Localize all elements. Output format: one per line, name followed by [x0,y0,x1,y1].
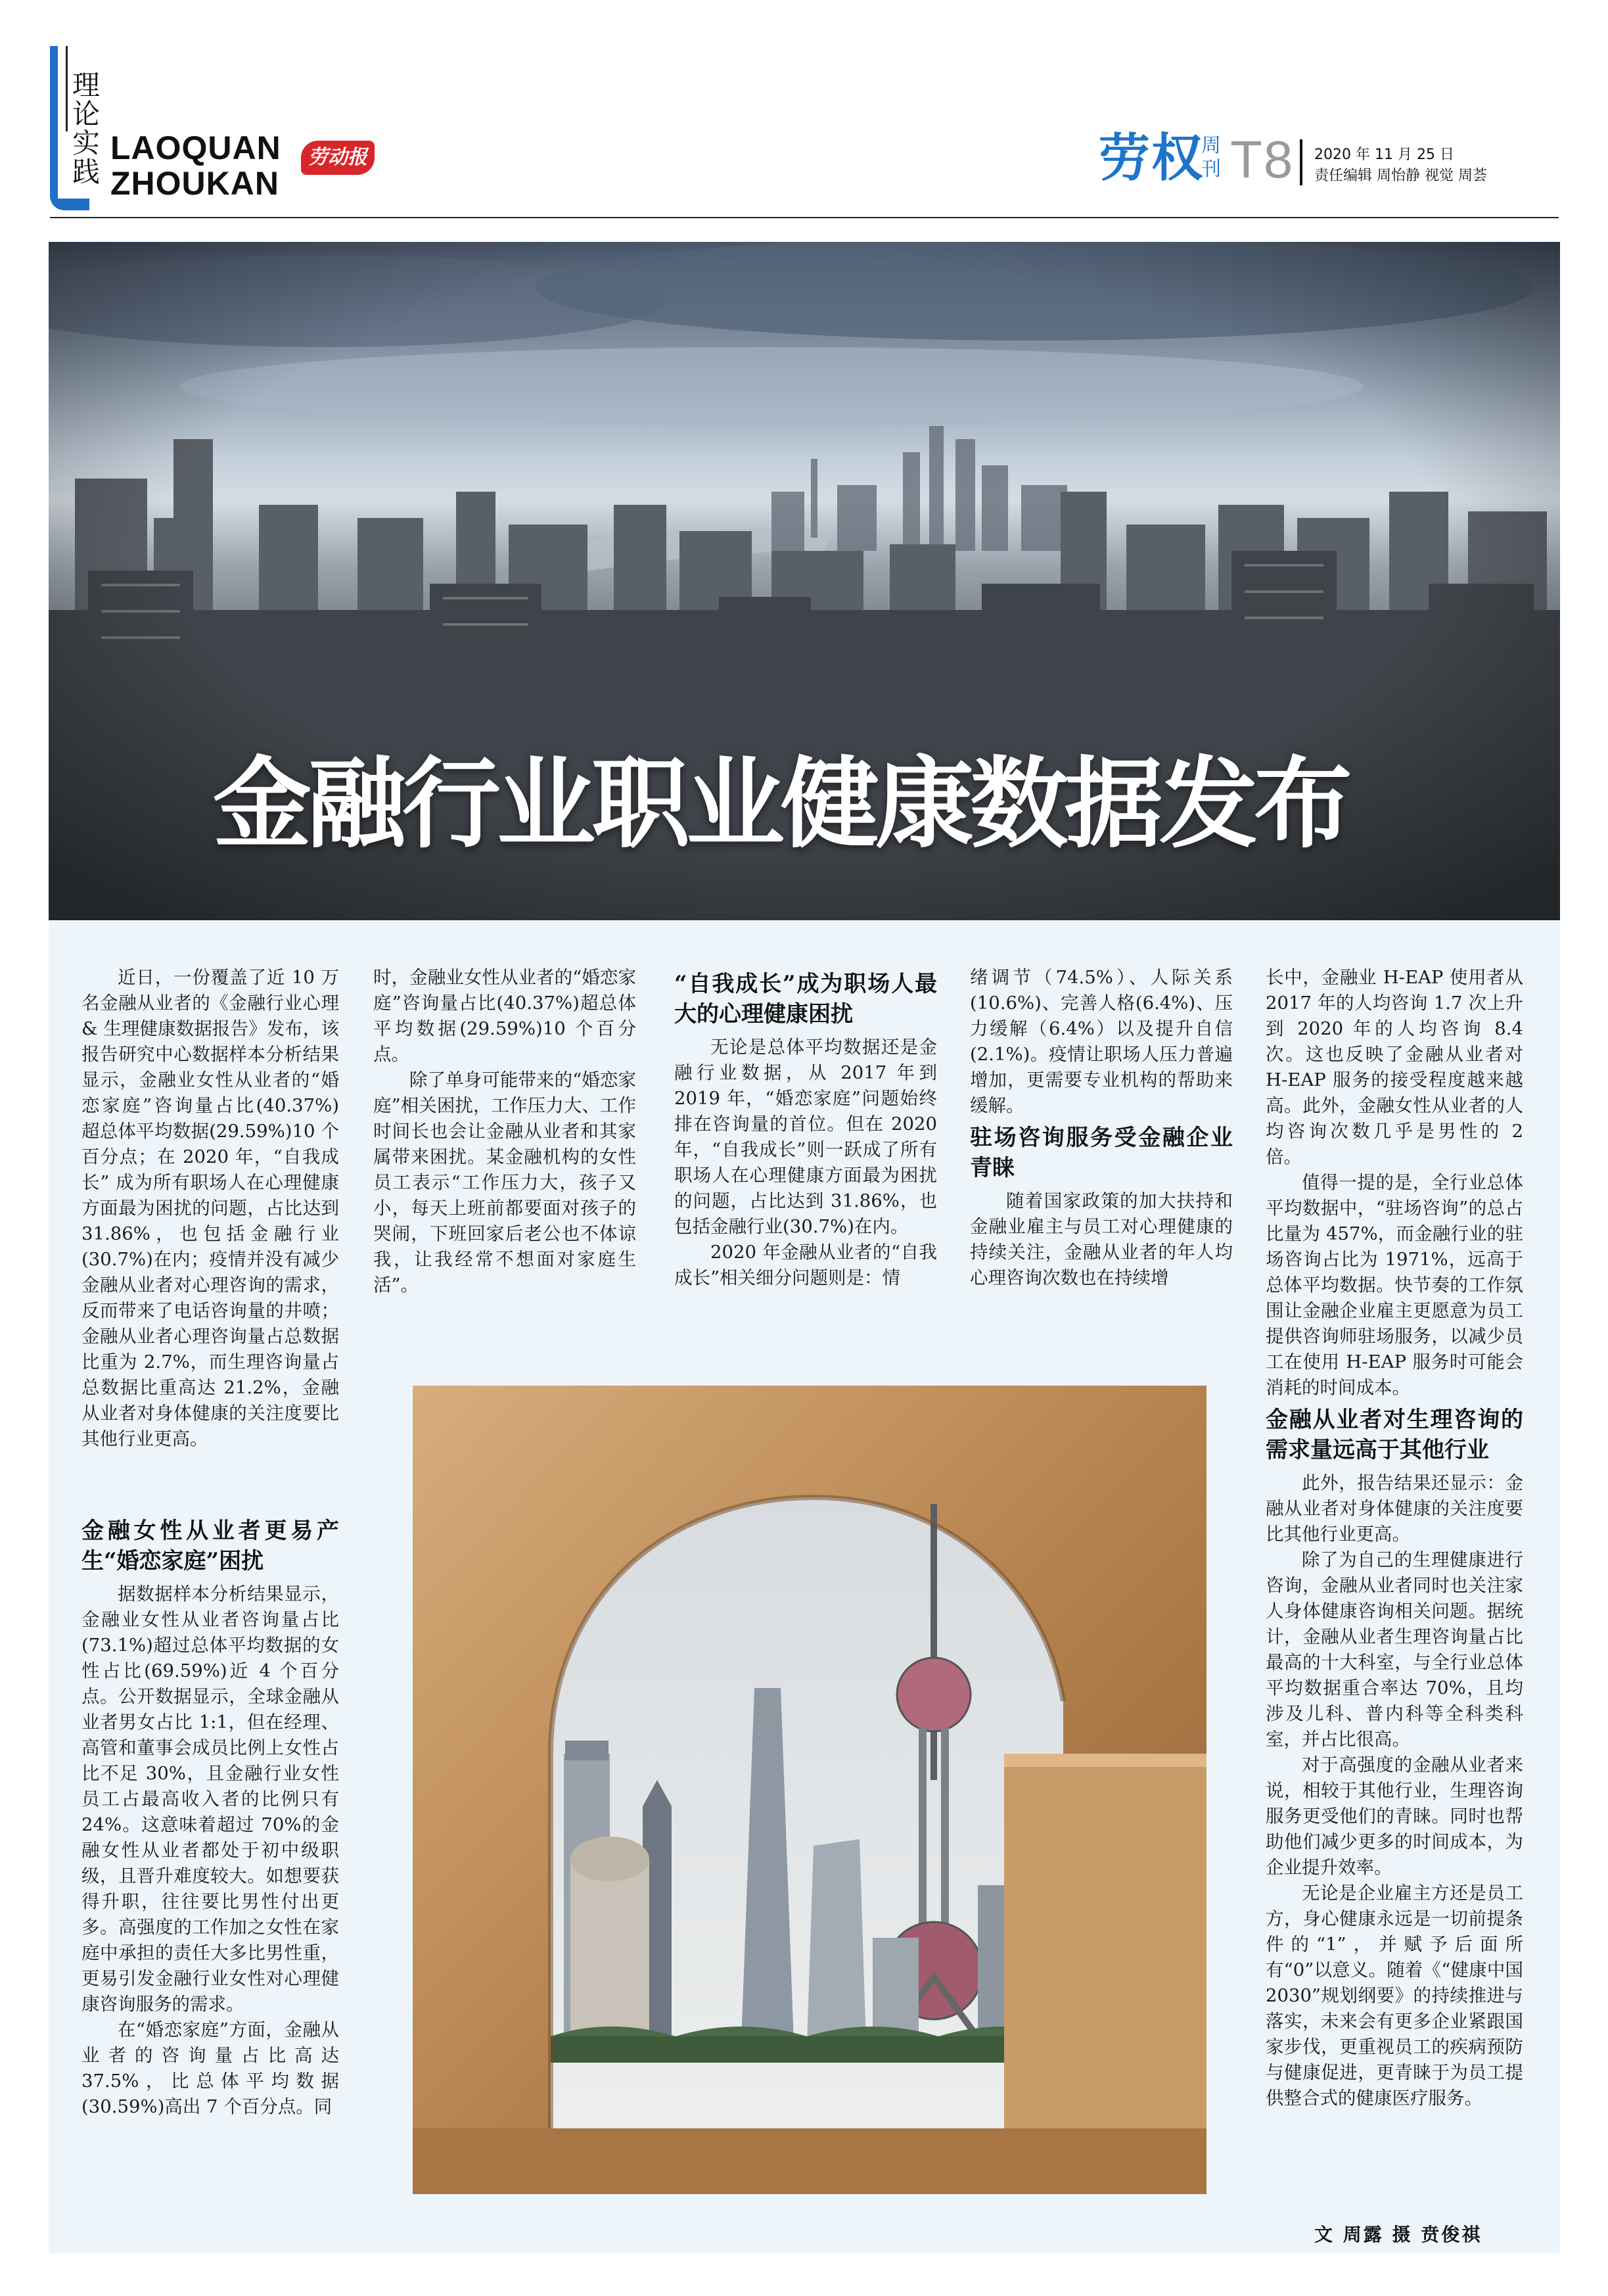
article-column-4 [970,965,1233,1291]
headline: 金融行业职业健康数据发布 [213,746,1349,862]
publication-date: 2020 年 11 月 25 日 [1314,147,1454,163]
paragraph: 此外，报告结果还显示：金融从业者对身体健康的关注度要比其他行业更高。 [1266,1472,1523,1545]
article-column-1-lower [81,1512,339,2120]
paragraph: 时，金融业女性从业者的“婚恋家庭”咨询量占比(40.37%)超总体平均数据(29.59%)10 个百分点。 [373,967,636,1065]
paragraph: 无论是总体平均数据还是金融行业数据，从 2017 年到 2019 年，“婚恋家庭”问题始终排在咨询量的首位。但在 2020 年，“自我成长”则一跃成了所有职场人在心理健康方面最为困扰的问题，占比达到 31.86%，也包括金融行业(30.7%)在内。 [674,1037,937,1237]
hero-photo [49,242,1560,920]
editor-credits: 责任编辑 周怡静 视觉 周荟 [1314,168,1487,184]
paragraph: 近日，一份覆盖了近 10 万名金融从业者的《金融行业心理 & 生理健康数据报告》发布，该报告研究中心数据样本分析结果显示，金融业女性从业者的“婚恋家庭”咨询量占比(40.37%) 超总体平均数据(29.59%)10 个百分点；在 2020 年，“自我成长” 成为所有职场人在心理健康方面最为困扰的问题，占比达到 31.86%，也包括金融行业(30.7%)在内；疫情并没有减少金融从业者对心理咨询的需求，反而带来了电话咨询量的井喷；金融从业者心理咨询量占总数据比重为 2.7%，而生理咨询量占总数据比重高达 21.2%，金融从业者对身体健康的关注度要比其他行业更高。 [81,967,339,1449]
paragraph: 随着国家政策的加大扶持和金融业雇主与员工对心理健康的持续关注，金融从业者的年人均心理咨询次数也在持续增 [970,1190,1233,1288]
paragraph: 除了单身可能带来的“婚恋家庭”相关困扰，工作压力大、工作时间长也会让金融从业者和其家属带来困扰。某金融机构的女性员工表示“工作压力大，孩子又小，每天上班前都要面对孩子的哭闹，下班回家后老公也不体谅我，让我经常不想面对家庭生活”。 [373,1069,636,1296]
subheading-self-growth: “自我成长”成为职场人最大的心理健康困扰 [674,971,937,1027]
subheading-female-practitioners: 金融女性从业者更易产生“婚恋家庭”困扰 [81,1518,339,1574]
paragraph: 绪调节（74.5%）、人际关系(10.6%)、完善人格(6.4%)、压力缓解（6.4%）以及提升自信(2.1%)。疫情让职场人压力普遍增加，更需要专业机构的帮助来缓解。 [970,967,1233,1116]
inset-photo [413,1386,1206,2194]
brand-english-name [110,130,281,201]
section-subtitle: 周刊 [1201,134,1221,181]
page-number: T8 [1230,130,1295,189]
article-column-5 [1266,965,1523,2111]
paragraph: 无论是企业雇主方还是员工方，身心健康永远是一切前提条件的“1”，并赋予后面所有“0”以意义。随着《“健康中国 2030”规划纲要》的持续推进与落实，未来会有更多企业紧跟国家步伐，更重视员工的疾病预防与健康促进，更青睐于为员工提供整合式的健康医疗服务。 [1266,1883,1523,2109]
section-name: 劳权 [1099,129,1205,188]
column-tab-rule [66,46,68,131]
brand-english-line-1: LAOQUAN [110,129,281,166]
masthead [0,0,1608,223]
paragraph: 长中，金融业 H-EAP 使用者从 2017 年的人均咨询 1.7 次上升到 2020 年的人均咨询 8.4 次。这也反映了金融从业者对 H-EAP 服务的接受程度越来越高。此外，金融女性从业者的人均咨询次数几乎是男性的 2 倍。 [1266,967,1523,1167]
byline: 文 周露 摄 贲俊祺 [1314,2224,1482,2245]
masthead-divider [1300,139,1302,185]
paragraph: 据数据样本分析结果显示，金融业女性从业者咨询量占比(73.1%)超过总体平均数据的女性占比(69.59%)近 4 个百分点。公开数据显示，全球金融从业者男女占比 1:1，但在经理、高管和董事会成员比例上女性占比不足 30%，且金融行业女性员工占最高收入者的比例只有 24%。这意味着超过 70%的金融女性从业者都处于初中级职级，且晋升难度较大。如想要获得升职，往往要比男性付出更多。高强度的工作加之女性在家庭中承担的责任大多比男性重，更易引发金融行业女性对心理健康咨询服务的需求。 [81,1583,339,2015]
brand-english-line-2: ZHOUKAN [110,165,279,202]
newspaper-logo: 劳动报 [301,141,375,175]
article-column-3 [674,965,937,1291]
masthead-rule [50,217,1559,218]
paragraph: 除了为自己的生理健康进行咨询，金融从业者同时也关注家人身体健康咨询相关问题。据统计，金融从业者生理咨询量占比最高的十大科室，与全行业总体平均数据重合率达 70%，且均涉及儿科、普内科等全科类科室，并占比很高。 [1266,1549,1523,1750]
paragraph: 在“婚恋家庭”方面，金融从业者的咨询量占比高达 37.5%，比总体平均数据(30.59%)高出 7 个百分点。同 [81,2019,339,2117]
paragraph: 2020 年金融从业者的“自我成长”相关细分问题则是：情 [674,1242,937,1288]
article-column-1 [81,965,339,1452]
paragraph: 对于高强度的金融从业者来说，相较于其他行业，生理咨询服务更受他们的青睐。同时也帮助他们减少更多的时间成本，为企业提升效率。 [1266,1754,1523,1878]
article-column-2 [373,965,636,1298]
column-name: 理论实践 [72,69,102,188]
lujiazui-through-sculpture-illustration [413,1386,1206,2194]
subheading-onsite-counseling: 驻场咨询服务受金融企业青睐 [970,1125,1233,1181]
paragraph: 值得一提的是，全行业总体平均数据中，“驻场咨询”的总占比量为 457%，而金融行业的驻场咨询占比为 1971%，远高于总体平均数据。快节奏的工作氛围让金融企业雇主更愿意为员工提供咨询师驻场服务，以减少员工在使用 H-EAP 服务时可能会消耗的时间成本。 [1266,1172,1523,1398]
subheading-physical-health: 金融从业者对生理咨询的需求量远高于其他行业 [1266,1407,1523,1463]
